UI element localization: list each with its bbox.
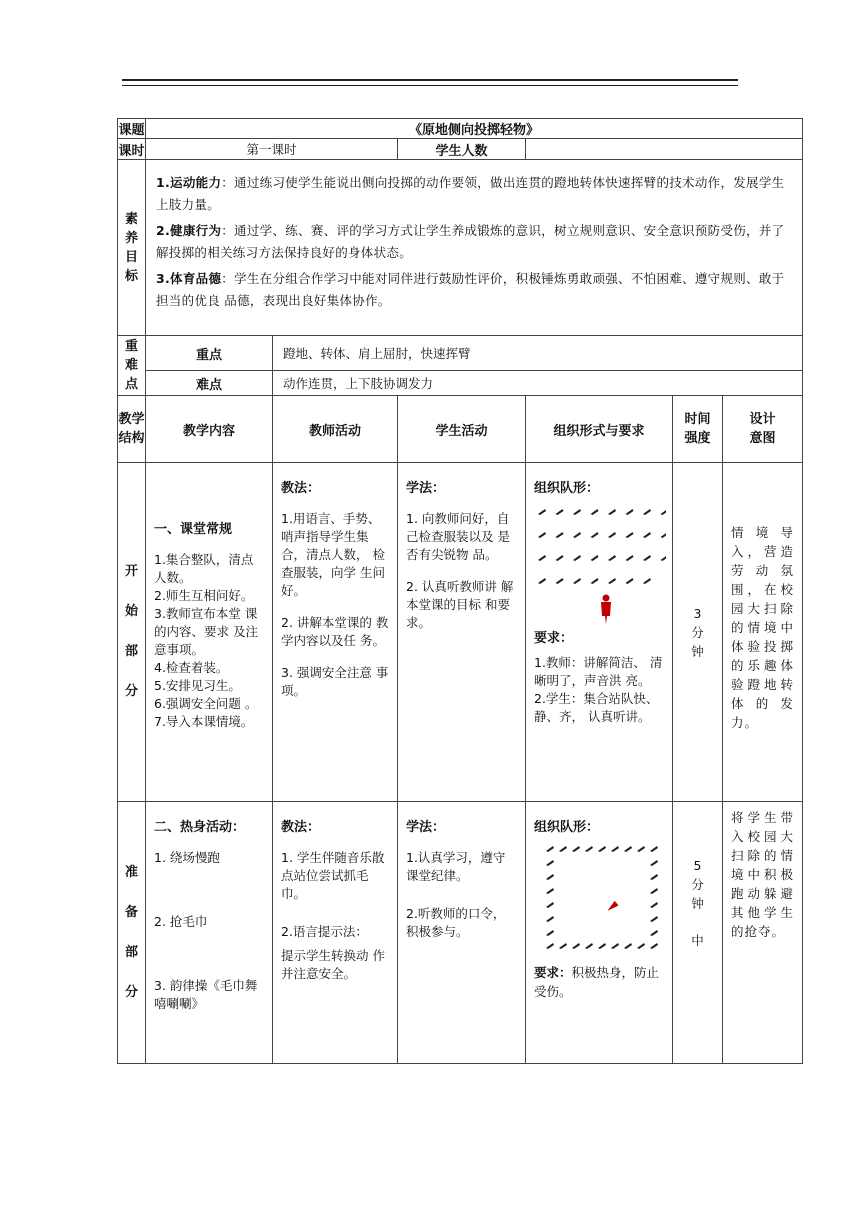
student-marker-icon [546, 846, 554, 852]
goals-label-cell [117, 159, 146, 336]
section-prep-org: 组织队形： 要求：积极热身，防止受伤。 [525, 801, 673, 1064]
section-start-content: 一、课堂常规 1.集合整队，清点人数。 2.师生互相问好。 3.教师宣布本堂 课的内容、要求 及注意事项。 4.检查着装。 5.安排见习生。 6.强调安全问题 。 7.导入本课情境。 [145, 462, 273, 802]
student-marker-icon [643, 509, 651, 515]
student-marker-icon [650, 930, 658, 936]
section-start-name: 开始部分 [124, 564, 138, 699]
key-label: 重点 [145, 335, 273, 371]
student-marker-icon [573, 555, 581, 561]
student-marker-icon [546, 902, 554, 908]
teacher-figure-icon [601, 595, 611, 625]
student-marker-icon [637, 846, 645, 852]
student-marker-icon [559, 943, 567, 949]
student-marker-icon [626, 555, 634, 561]
student-marker-icon [538, 532, 546, 538]
goal-1: 1.运动能力：通过练习使学生能说出侧向投掷的动作要领，做出连贯的蹬地转体快速挥臂的技术动作，发展学生上肢力量。 [156, 175, 785, 212]
student-marker-icon [643, 532, 651, 538]
col-org: 组织形式与要求 [525, 395, 673, 463]
col-content: 教学内容 [145, 395, 273, 463]
student-marker-icon [591, 578, 599, 584]
student-marker-icon [637, 943, 645, 949]
col-student: 学生活动 [397, 395, 526, 463]
prep-requirement: 要求：积极热身，防止受伤。 [534, 965, 660, 999]
student-marker-icon [538, 509, 546, 515]
formation-start-diagram [534, 502, 666, 627]
difficulty-label-cell [117, 335, 146, 396]
student-marker-icon [624, 846, 632, 852]
student-marker-icon [591, 532, 599, 538]
student-marker-icon [643, 555, 651, 561]
student-marker-icon [598, 846, 606, 852]
hard-label: 难点 [145, 370, 273, 396]
student-marker-icon [573, 578, 581, 584]
course-label: 课题 [117, 118, 146, 139]
student-marker-icon [650, 846, 658, 852]
hard-value: 动作连贯，上下肢协调发力 [272, 370, 803, 396]
section-start-name-cell [117, 462, 146, 802]
teacher-figure-icon [605, 901, 618, 913]
student-marker-icon [661, 532, 667, 538]
student-marker-icon [650, 860, 658, 866]
key-value: 蹬地、转体、肩上屈肘，快速挥臂 [272, 335, 803, 371]
student-marker-icon [643, 578, 651, 584]
section-start-design: 情境导入，营造劳动氛围，在校园大扫除的情境中体验投掷的乐趣体验蹬地转体的发力。 [722, 462, 803, 802]
student-marker-icon [585, 943, 593, 949]
student-marker-icon [559, 846, 567, 852]
student-marker-icon [608, 509, 616, 515]
student-marker-icon [650, 902, 658, 908]
student-marker-icon [546, 943, 554, 949]
student-marker-icon [611, 846, 619, 852]
student-marker-icon [538, 578, 546, 584]
student-marker-icon [591, 555, 599, 561]
student-marker-icon [556, 532, 564, 538]
student-marker-icon [626, 532, 634, 538]
student-marker-icon [598, 943, 606, 949]
student-marker-icon [546, 916, 554, 922]
student-marker-icon [538, 555, 546, 561]
top-double-rule [122, 79, 738, 81]
section-prep-name-cell [117, 801, 146, 1064]
section-start-org: 组织队形： 要求： 1.教师：讲解简洁、 清晰明了，声音洪 亮。 2.学生：集合站队快、静、齐， 认真听讲。 [525, 462, 673, 802]
student-marker-icon [572, 846, 580, 852]
student-marker-icon [556, 509, 564, 515]
student-marker-icon [608, 578, 616, 584]
student-marker-icon [611, 943, 619, 949]
student-marker-icon [585, 846, 593, 852]
goals-cell [145, 159, 803, 336]
students-label: 学生人数 [397, 138, 526, 160]
section-start-student: 学法： 1. 向教师问好，自己检查服装以及 是否有尖锐物 品。 2. 认真听教师讲 解本堂课的目标 和要求。 [397, 462, 526, 802]
col-design: 设计意图 [722, 395, 803, 463]
student-marker-icon [608, 532, 616, 538]
period-label: 课时 [117, 138, 146, 160]
section-start-time: 3分钟 [672, 462, 723, 802]
student-marker-icon [572, 943, 580, 949]
student-marker-icon [661, 509, 667, 515]
top-double-rule-thin [122, 85, 738, 86]
col-structure: 教学结构 [117, 395, 146, 463]
student-marker-icon [608, 555, 616, 561]
student-marker-icon [556, 555, 564, 561]
section-prep-content: 二、热身活动： 1. 绕场慢跑 2. 抢毛巾 3. 韵律操《毛巾舞嘻唰唰》 [145, 801, 273, 1064]
section-prep-intensity: 中 [691, 933, 704, 948]
student-marker-icon [650, 888, 658, 894]
section-prep-name: 准备部分 [124, 864, 138, 1000]
student-marker-icon [573, 532, 581, 538]
student-marker-icon [624, 943, 632, 949]
student-marker-icon [556, 578, 564, 584]
period-value: 第一课时 [145, 138, 398, 160]
student-marker-icon [650, 874, 658, 880]
goals-label: 素养目标 [124, 211, 138, 284]
col-teacher: 教师活动 [272, 395, 398, 463]
student-marker-icon [591, 509, 599, 515]
section-start-teacher: 教法： 1.用语言、手势、 哨声指导学生集合，清点人数， 检查服装，向学 生问好。 2. 讲解本堂课的 教学内容以及任 务。 3. 强调安全注意 事项。 [272, 462, 398, 802]
difficulty-label: 重难点 [124, 339, 138, 392]
students-value [525, 138, 803, 160]
student-marker-icon [546, 888, 554, 894]
section-prep-design: 将学生带 入校园大扫除的情境中积极跑动躲避其他学生的抢夺。 [722, 801, 803, 1064]
col-time: 时间强度 [672, 395, 723, 463]
student-marker-icon [573, 509, 581, 515]
student-marker-icon [650, 943, 658, 949]
course-title: 《原地侧向投掷轻物》 [145, 118, 803, 139]
student-marker-icon [650, 916, 658, 922]
section-prep-teacher: 教法： 1. 学生伴随音乐散点站位尝试抓毛巾。 2.语言提示法： 提示学生转换动 作并注意安全。 [272, 801, 398, 1064]
student-marker-icon [661, 555, 667, 561]
section-prep-time: 5分钟 中 [672, 801, 723, 1064]
student-marker-icon [546, 860, 554, 866]
student-marker-icon [546, 930, 554, 936]
student-marker-icon [626, 578, 634, 584]
goal-3: 3.体育品德：学生在分组合作学习中能对同伴进行鼓励性评价，积极锤炼勇敢顽强、不怕困难、遵守规则、敢于担当的优良 品德，表现出良好集体协作。 [156, 271, 785, 308]
student-marker-icon [626, 509, 634, 515]
section-prep-student: 学法： 1.认真学习，遵守课堂纪律。 2.听教师的口令， 积极参与。 [397, 801, 526, 1064]
formation-prep-diagram [534, 841, 666, 961]
student-marker-icon [546, 874, 554, 880]
goal-2: 2.健康行为：通过学、练、赛、评的学习方式让学生养成锻炼的意识，树立规则意识、安全意识预防受伤，并了解投掷的相关练习方法保持良好的身体状态。 [156, 223, 785, 260]
